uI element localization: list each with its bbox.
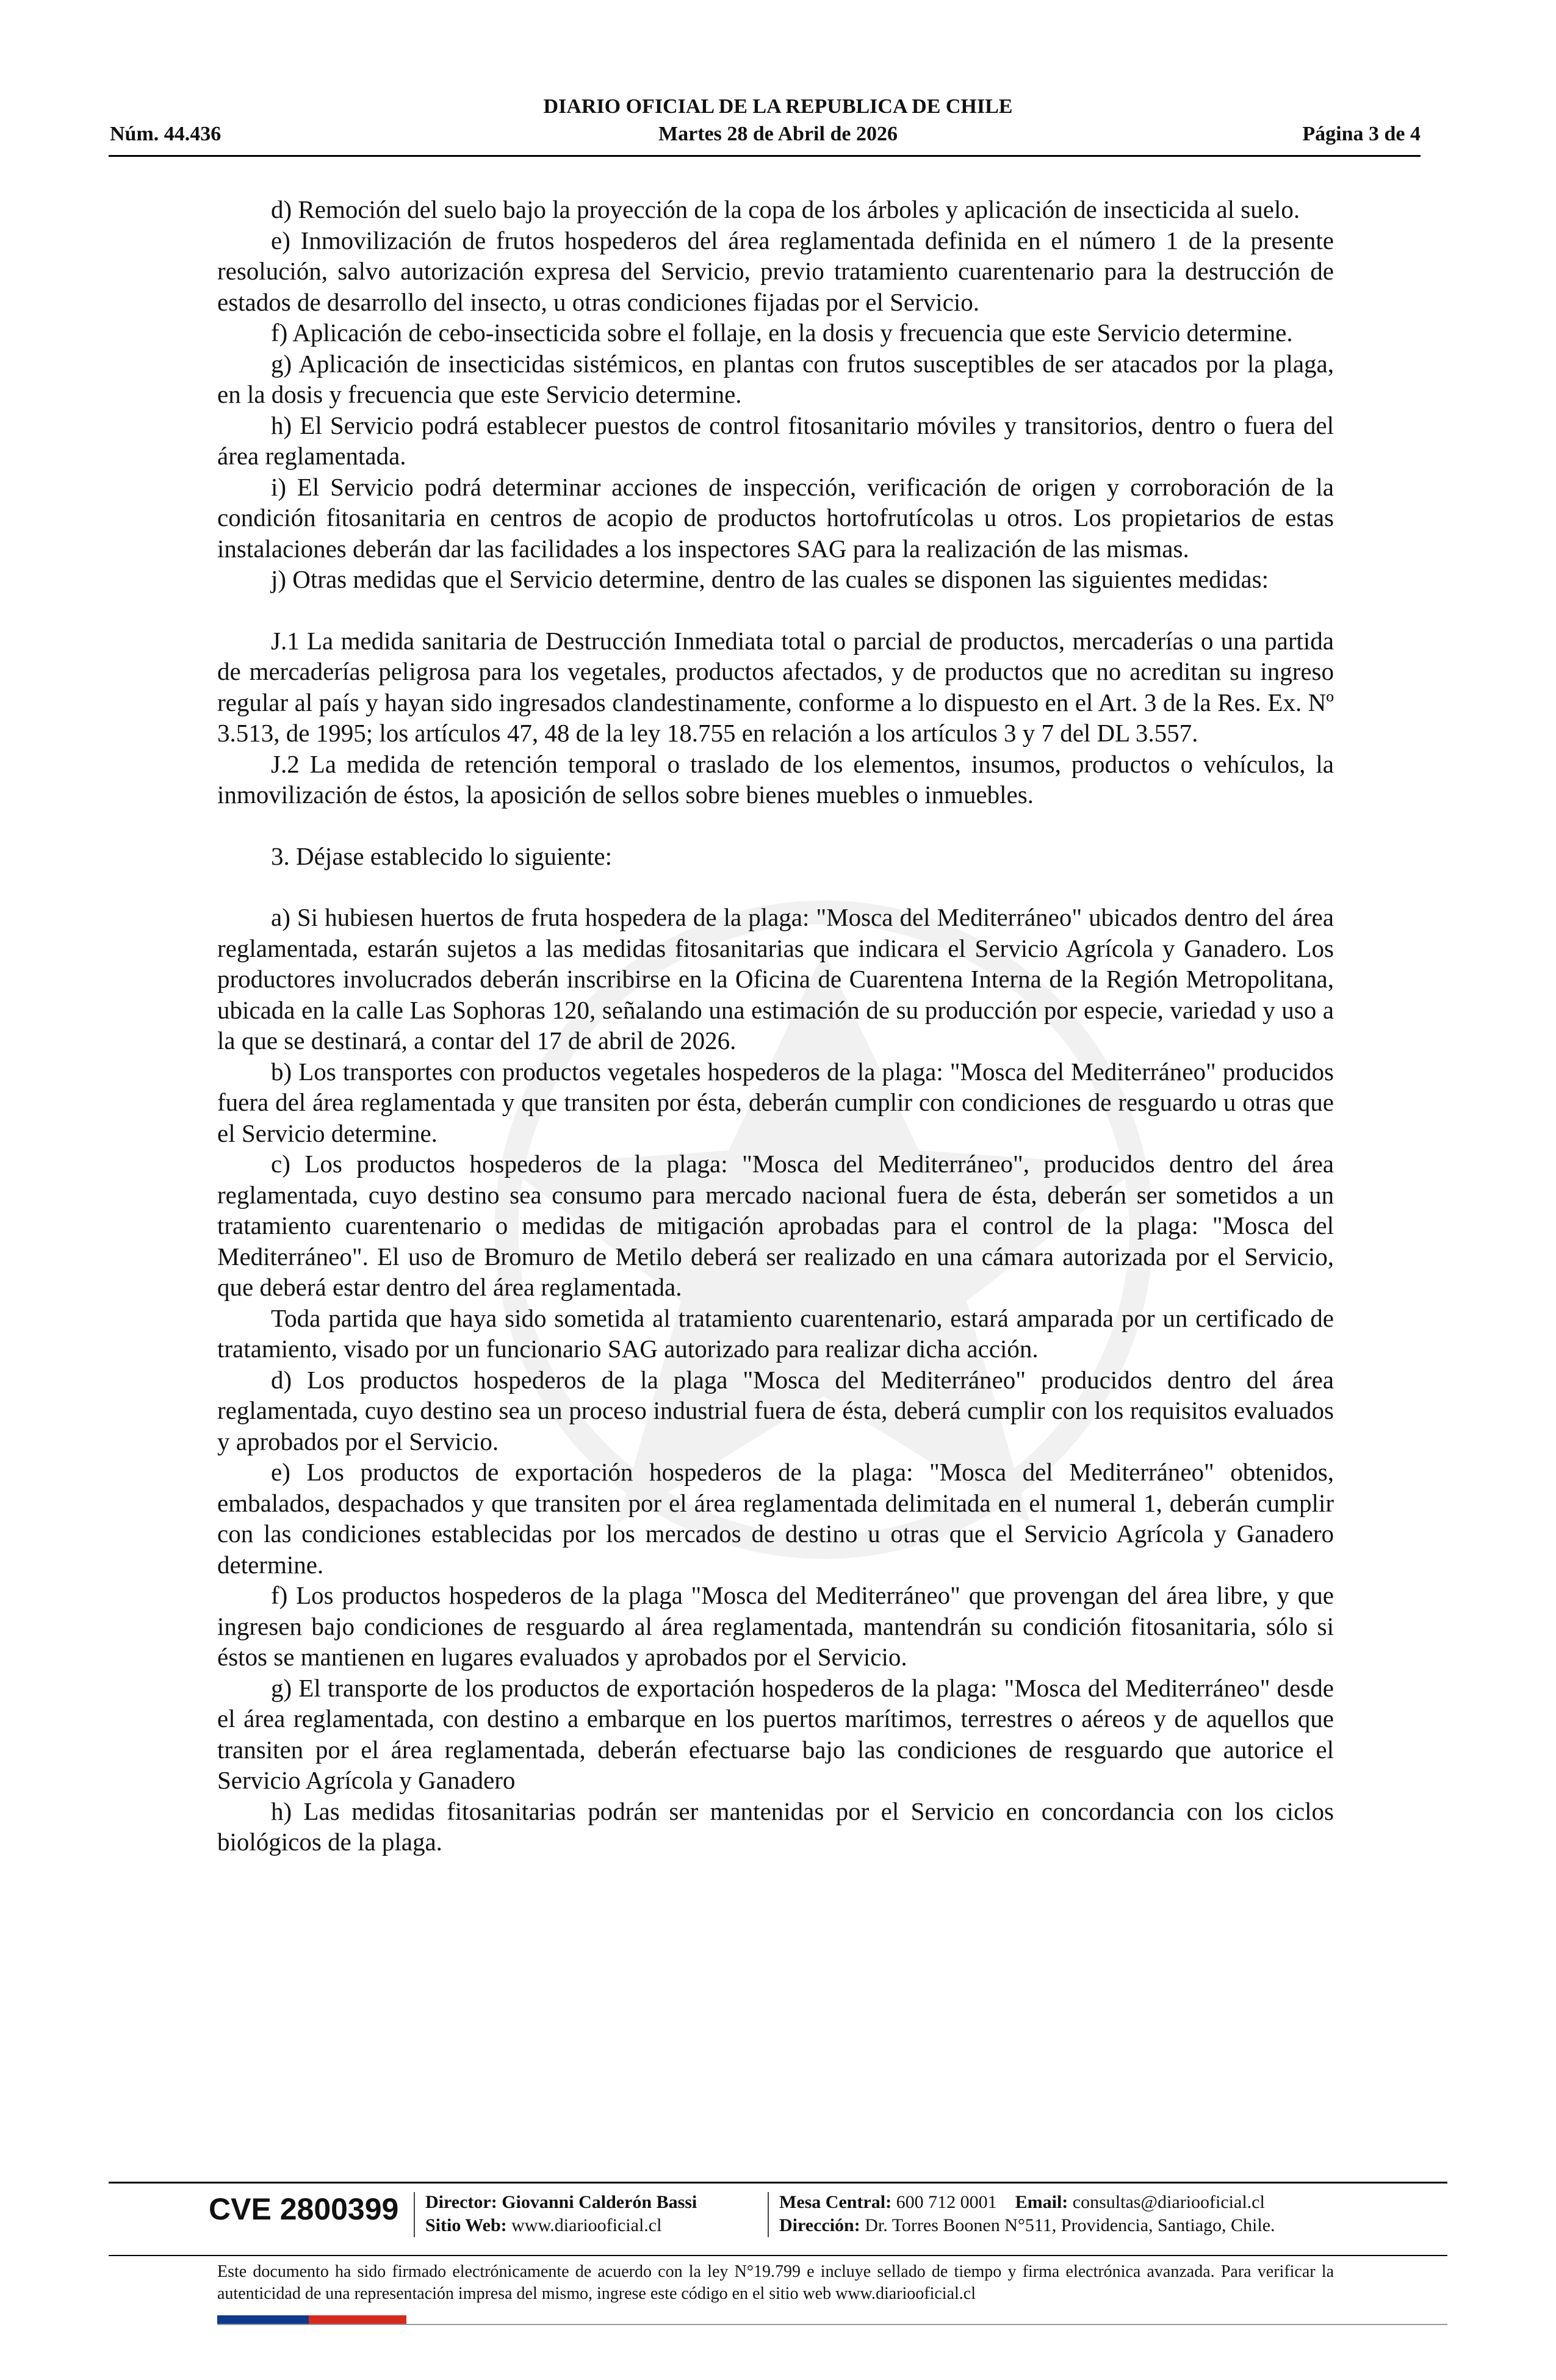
- director-label: Director:: [425, 2192, 497, 2212]
- footer-top-divider: [109, 2182, 1447, 2183]
- cve-code: CVE 2800399: [209, 2192, 399, 2226]
- footer-separator: [768, 2192, 769, 2237]
- footer-bottom-divider: [109, 2255, 1447, 2256]
- newspaper-title: DIARIO OFICIAL DE LA REPUBLICA DE CHILE: [543, 95, 1013, 118]
- paragraph-f-bait: f) Aplicación de cebo-insecticida sobre el follaje, en la dosis y frecuencia que este Servicio determine.: [271, 319, 1293, 347]
- page-indicator: Página 3 de 4: [1302, 123, 1421, 145]
- flag-blue-segment: [217, 2315, 309, 2324]
- paragraph-3g-export-transport: g) El transporte de los productos de exportación hospederos de la plaga: "Mosca del Mediterráneo" desde el área reglamentada, con destino a embarque en los puertos marítimos, terrestres o aéreos y de aquellos que transiten por el área reglamentada, deberán efectuarse bajo las condiciones de resguardo que autorice el Servicio Agrícola y Ganadero: [217, 1673, 1334, 1794]
- paragraph-3b-transport: b) Los transportes con productos vegetales hospederos de la plaga: "Mosca del Mediterráneo" producidos fuera del área reglamentada y que transiten por ésta, deberán cumplir con condiciones de resguardo u otras que el Servicio determine.: [217, 1057, 1334, 1147]
- paragraph-3d-industrial: d) Los productos hospederos de la plaga "Mosca del Mediterráneo" producidos dentro del área reglamentada, cuyo destino sea un proceso industrial fuera de ésta, deberá cumplir con los requisitos evaluados y aprobados por el Servicio.: [217, 1365, 1334, 1455]
- mesa-label: Mesa Central:: [779, 2192, 892, 2212]
- paragraph-e-immobilization: e) Inmovilización de frutos hospederos del área reglamentada definida en el número 1 de la presente resolución, salvo autorización expresa del Servicio, previo tratamiento cuarentenario para la destrucción de estados de desarrollo del insecto, u otras condiciones fijadas por el Servicio.: [217, 226, 1334, 316]
- mesa-phone: 600 712 0001: [896, 2192, 997, 2212]
- paragraph-h-control-posts: h) El Servicio podrá establecer puestos de control fitosanitario móviles y transitorios, dentro o fuera del área reglamentada.: [217, 411, 1334, 470]
- site-label: Sitio Web:: [425, 2215, 507, 2235]
- email-link[interactable]: consultas@diariooficial.cl: [1072, 2192, 1265, 2212]
- paragraph-j-other-measures: j) Otras medidas que el Servicio determine, dentro de las cuales se disponen las siguientes medidas:: [271, 565, 1269, 593]
- paragraph-d-removal: d) Remoción del suelo bajo la proyección de la copa de los árboles y aplicación de insecticida al suelo.: [271, 195, 1300, 223]
- flag-underline: [217, 2324, 1447, 2325]
- paragraph-3a-orchards: a) Si hubiesen huertos de fruta hospedera de la plaga: "Mosca del Mediterráneo" ubicados dentro del área reglamentada, estarán sujetos a las medidas fitosanitarias que indicara el Servicio Agrícola y Ganadero. Los productores involucrados deberán inscribirse en la Oficina de Cuarentena Interna de la Región Metropolitana, ubicada en la calle Las Sophoras 120, señalando una estimación de su producción por especie, variedad y uso a la que se destinará, a contar del 17 de abril de 2026.: [217, 903, 1334, 1055]
- email-label: Email:: [1015, 2192, 1068, 2212]
- footer-contact-block: [779, 2191, 1275, 2237]
- paragraph-3h-maintenance: h) Las medidas fitosanitarias podrán ser mantenidas por el Servicio en concordancia con los ciclos biológicos de la plaga.: [217, 1797, 1334, 1856]
- flag-red-segment: [309, 2315, 406, 2324]
- paragraph-3f-free-area: f) Los productos hospederos de la plaga "Mosca del Mediterráneo" que provengan del área libre, y que ingresen bajo condiciones de resguardo al área reglamentada, mantendrán su condición fitosanitaria, sólo si éstos se mantienen en lugares evaluados y aprobados por el Servicio.: [217, 1581, 1334, 1671]
- paragraph-3e-export: e) Los productos de exportación hospederos de la plaga: "Mosca del Mediterráneo" obtenidos, embalados, despachados y que transiten por el área reglamentada delimitada en el numeral 1, deberán cumplir con las condiciones establecidas por los mercados de destino u otras que el Servicio Agrícola y Ganadero determine.: [217, 1458, 1334, 1579]
- paragraph-3c-national-market: c) Los productos hospederos de la plaga: "Mosca del Mediterráneo", producidos dentro del área reglamentada, cuyo destino sea consumo para mercado nacional fuera de ésta, deberán ser sometidos a un tratamiento cuarentenario o medidas de mitigación aprobadas para el control de la plaga: "Mosca del Mediterráneo". El uso de Bromuro de Metilo deberá ser realizado en una cámara autorizada por el Servicio, que deberá estar dentro del área reglamentada.: [217, 1150, 1334, 1301]
- site-link[interactable]: www.diariooficial.cl: [511, 2215, 662, 2235]
- paragraph-i-inspection: i) El Servicio podrá determinar acciones de inspección, verificación de origen y corroboración de la condición fitosanitaria en centros de acopio de productos hortofrutícolas u otros. Los propietarios de estas instalaciones deberán dar las facilidades a los inspectores SAG para la realización de las mismas.: [217, 472, 1334, 563]
- section-3-heading: 3. Déjase establecido lo siguiente:: [271, 842, 613, 870]
- issue-date: Martes 28 de Abril de 2026: [658, 123, 898, 145]
- address-value: Dr. Torres Boonen N°511, Providencia, Santiago, Chile.: [865, 2215, 1275, 2235]
- electronic-signature-notice: Este documento ha sido firmado electrónicamente de acuerdo con la ley N°19.799 e incluye sellado de tiempo y firma electrónica avanzada. Para verificar la autenticidad de una representación impresa del mismo, ingrese este código en el sitio web www.diariooficial.cl: [217, 2262, 1334, 2303]
- paragraph-g-systemic: g) Aplicación de insecticidas sistémicos, en plantas con frutos susceptibles de ser atacados por la plaga, en la dosis y frecuencia que este Servicio determine.: [217, 349, 1334, 408]
- footer-director-block: [425, 2191, 697, 2237]
- footer-separator: [414, 2192, 415, 2237]
- chile-flag-stripe: [217, 2315, 406, 2324]
- issue-number: Núm. 44.436: [110, 123, 222, 145]
- document-body: [217, 194, 1334, 1858]
- paragraph-j2-retention: J.2 La medida de retención temporal o traslado de los elementos, insumos, productos o vehículos, la inmovilización de éstos, la aposición de sellos sobre bienes muebles o inmuebles.: [217, 749, 1334, 809]
- paragraph-j1-destruction: J.1 La medida sanitaria de Destrucción Inmediata total o parcial de productos, mercaderías o una partida de mercaderías peligrosa para los vegetales, productos afectados, y de productos que no acreditan su ingreso regular al país y hayan sido ingresados clandestinamente, conforme a lo dispuesto en el Art. 3 de la Res. Ex. Nº 3.513, de 1995; los artículos 47, 48 de la ley 18.755 en relación a los artículos 3 y 7 del DL 3.557.: [217, 626, 1334, 747]
- address-label: Dirección:: [779, 2215, 860, 2235]
- director-name: Giovanni Calderón Bassi: [502, 2192, 697, 2212]
- paragraph-3c-certificate: Toda partida que haya sido sometida al tratamiento cuarentenario, estará amparada por un certificado de tratamiento, visado por un funcionario SAG autorizado para realizar dicha acción.: [217, 1304, 1334, 1363]
- header-divider: [109, 155, 1421, 157]
